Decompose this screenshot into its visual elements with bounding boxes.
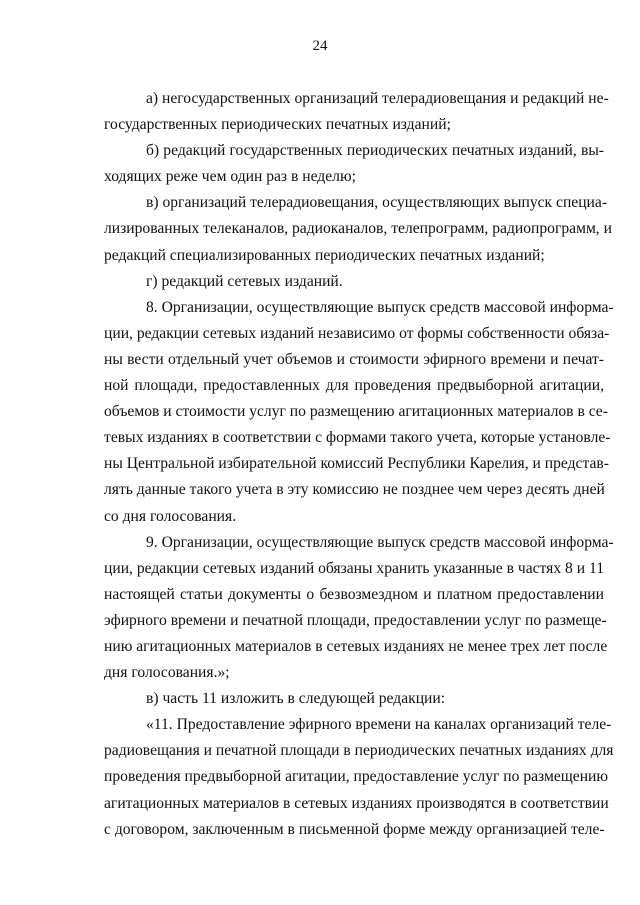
text-line: с договором, заключенным в письменной форме между организацией теле- (104, 820, 605, 838)
text-line: ции, редакции сетевых изданий обязаны хранить указанные в частях 8 и 11 (104, 559, 604, 577)
text-line: настоящей статьи документы о безвозмездном и платном предоставлении (104, 585, 604, 603)
text-line: лять данные такого учета в эту комиссию не позднее чем через десять дней (104, 481, 605, 499)
text-line: нию агитационных материалов в сетевых изданиях не менее трех лет после (104, 637, 608, 655)
page-number: 24 (312, 38, 328, 54)
text-line: лизированных телеканалов, радиоканалов, телепрограмм, радиопрограмм, и (104, 220, 612, 238)
text-line: ходящих реже чем один раз в неделю; (104, 168, 356, 186)
text-line: в) часть 11 изложить в следующей редакции: (146, 690, 446, 708)
text-line: 9. Организации, осуществляющие выпуск средств массовой информа- (146, 533, 614, 551)
document-body (104, 86, 614, 843)
text-line: редакций специализированных периодических печатных изданий; (104, 246, 545, 264)
text-line: г) редакций сетевых изданий. (146, 272, 343, 290)
text-line: б) редакций государственных периодических печатных изданий, вы- (146, 142, 604, 160)
text-line: проведения предвыборной агитации, предоставление услуг по размещению (104, 768, 609, 786)
text-line: ной площади, предоставленных для проведения предвыборной агитации, (104, 377, 604, 395)
text-line: радиовещания и печатной площади в периодических печатных изданиях для (104, 742, 614, 760)
text-line: объемов и стоимости услуг по размещению агитационных материалов в се- (104, 403, 608, 421)
text-line: ны вести отдельный учет объемов и стоимости эфирного времени и печат- (104, 350, 604, 368)
text-line: эфирного времени и печатной площади, предоставлении услуг по размеще- (104, 611, 607, 629)
text-line: «11. Предоставление эфирного времени на каналах организаций теле- (146, 716, 612, 734)
text-line: а) негосударственных организаций телерадиовещания и редакций не- (146, 90, 609, 107)
text-line: со дня голосования. (104, 507, 237, 525)
text-line: тевых изданиях в соответствии с формами такого учета, которые установле- (104, 429, 611, 447)
text-line: ции, редакции сетевых изданий независимо от формы собственности обяза- (104, 324, 610, 342)
text-line: ны Центральной избирательной комиссий Республики Карелия, и представ- (104, 455, 609, 473)
text-line: агитационных материалов в сетевых изданиях производятся в соответствии (104, 794, 609, 812)
text-line: государственных периодических печатных изданий; (104, 116, 451, 134)
text-line: дня голосования.»; (104, 664, 230, 682)
text-line: в) организаций телерадиовещания, осуществляющих выпуск специа- (146, 194, 608, 212)
text-line: 8. Организации, осуществляющие выпуск средств массовой информа- (146, 298, 614, 316)
